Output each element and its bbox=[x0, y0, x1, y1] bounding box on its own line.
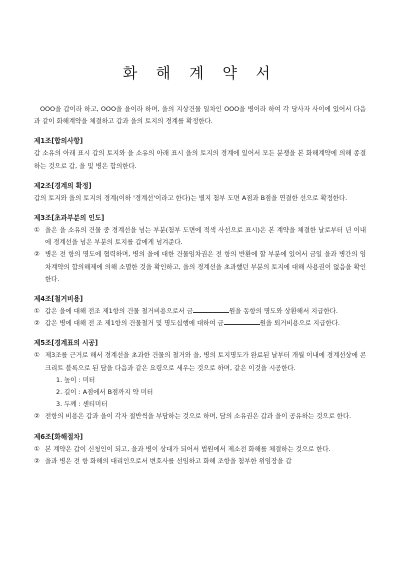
item-number: ① bbox=[34, 444, 40, 453]
article-5-sub-1: 1. 높이 : 미터 bbox=[56, 375, 96, 384]
item-text-before: 갑은 을에 대해 전조 제1항의 건물 철거비용으로서 금 bbox=[45, 307, 193, 316]
article-1-heading: 제1조[합의사항] bbox=[34, 137, 83, 146]
item-text: 전항의 비용은 갑과 을이 각자 절반씩을 부담하는 것으로 하며, 담의 소유권은 갑과 을이 공유하는 것으로 한다. bbox=[45, 412, 352, 421]
article-2-heading: 제2조[경계의 확정] bbox=[34, 181, 92, 190]
article-5-heading: 제5조[경계표의 시공] bbox=[34, 339, 98, 348]
item-text: 을과 병은 전 항 화해의 대리인으로서 변호사를 선임하고 화해 조항을 첨부한 위임장을 갑 bbox=[45, 456, 292, 465]
article-3-item-1 bbox=[34, 224, 366, 248]
item-text-after: 원을 퇴거비용으로 지급한다. bbox=[259, 319, 340, 328]
item-text bbox=[45, 305, 366, 317]
item-number: ① bbox=[34, 226, 40, 235]
amount-blank bbox=[193, 305, 229, 313]
item-text: 을은 을 소유의 건물 중 경계선을 넘는 부분(첨부 도면에 적색 사선으로 표시)은 본 계약을 체결한 날로부터 년 이내에 경계선을 넘은 부분의 토지를 갑에게 넘겨준다. bbox=[45, 226, 366, 247]
item-number: ② bbox=[34, 412, 40, 421]
article-4 bbox=[34, 293, 366, 329]
article-5-sub-3: 3. 두께 : 센티미터 bbox=[56, 400, 108, 409]
article-2 bbox=[34, 180, 366, 204]
intro-paragraph: OOO을 갑이라 하고, OOO을 을이라 하며, 을의 지상건물 일차인 OOO을 병이라 하여 각 당사자 사이에 있어서 다음과 같이 화해계약을 체결하고 갑과 을의 토지의 경계를 확정한다. bbox=[34, 105, 366, 126]
document-title: 화 해 계 약 서 bbox=[122, 64, 278, 82]
article-2-body: 갑의 토지와 을의 토지의 경계(이하 '경계선'이라고 한다)는 별지 첨부 도면 A점과 B점을 연결한 선으로 확정한다. bbox=[34, 193, 348, 202]
article-5-item-1 bbox=[34, 349, 366, 373]
article-3-heading: 제3조[초과부분의 인도] bbox=[34, 214, 105, 223]
item-text: 본 계약은 갑이 신청인이 되고, 을과 병이 상대가 되어서 법원에서 제소전 화해를 체결하는 것으로 한다. bbox=[45, 444, 331, 453]
article-5 bbox=[34, 337, 366, 422]
article-6 bbox=[34, 431, 366, 467]
article-6-heading: 제6조[화해절차] bbox=[34, 432, 83, 441]
article-3-item-2 bbox=[34, 248, 366, 285]
article-4-item-1 bbox=[34, 305, 366, 317]
article-5-item-2 bbox=[34, 410, 366, 422]
article-3 bbox=[34, 212, 366, 285]
item-number: ② bbox=[34, 456, 40, 465]
article-4-item-2 bbox=[34, 317, 366, 329]
article-5-sub-2: 2. 길이 : A점에서 B점까지 약 미터 bbox=[56, 388, 154, 397]
item-text-before: 갑은 병에 대해 전 조 제1항의 건물철거 및 명도십행에 대하여 금 bbox=[45, 319, 224, 328]
article-1 bbox=[34, 135, 366, 171]
item-text bbox=[45, 317, 366, 329]
item-text-after: 원을 동항의 명도와 상환해서 지급한다. bbox=[228, 307, 338, 316]
item-text: 병은 전 항의 명도에 협력하며, 병의 을에 대한 건물임차권은 전 항의 반환에 할 부분에 있어서 금일 을과 병간의 임차계약의 합의해제에 의해 소멸한 것을 확인하고, 을의 경계선을 초과했던 부분의 토지에 대해 사용권이 없음을 확인한다. bbox=[45, 250, 366, 283]
article-6-item-2 bbox=[34, 455, 366, 467]
item-number: ① bbox=[34, 307, 40, 316]
item-number: ② bbox=[34, 319, 40, 328]
item-number: ① bbox=[34, 351, 40, 360]
item-text: 제3조를 근거로 해서 경계선을 초과한 건물의 철거와 을, 병의 토지명도가 완료된 날부터 개월 이내에 경계선상에 콘크리트 블록으로 된 담을 다음과 같은 요령으로 세우는 것으로 하며, 같은 이것을 시공한다. bbox=[45, 351, 366, 372]
amount-blank bbox=[224, 317, 260, 325]
item-number: ② bbox=[34, 250, 40, 259]
article-1-body: 갑 소유의 아래 표시 갑의 토지와 을 소유의 아래 표시 을의 토지의 경계에 있어서 모든 분쟁을 본 화해계약에 의해 종결하는 것으로 갑, 을 및 병은 합의한다. bbox=[34, 149, 366, 170]
article-4-heading: 제4조[철거비용] bbox=[34, 295, 83, 304]
article-6-item-1 bbox=[34, 443, 366, 455]
